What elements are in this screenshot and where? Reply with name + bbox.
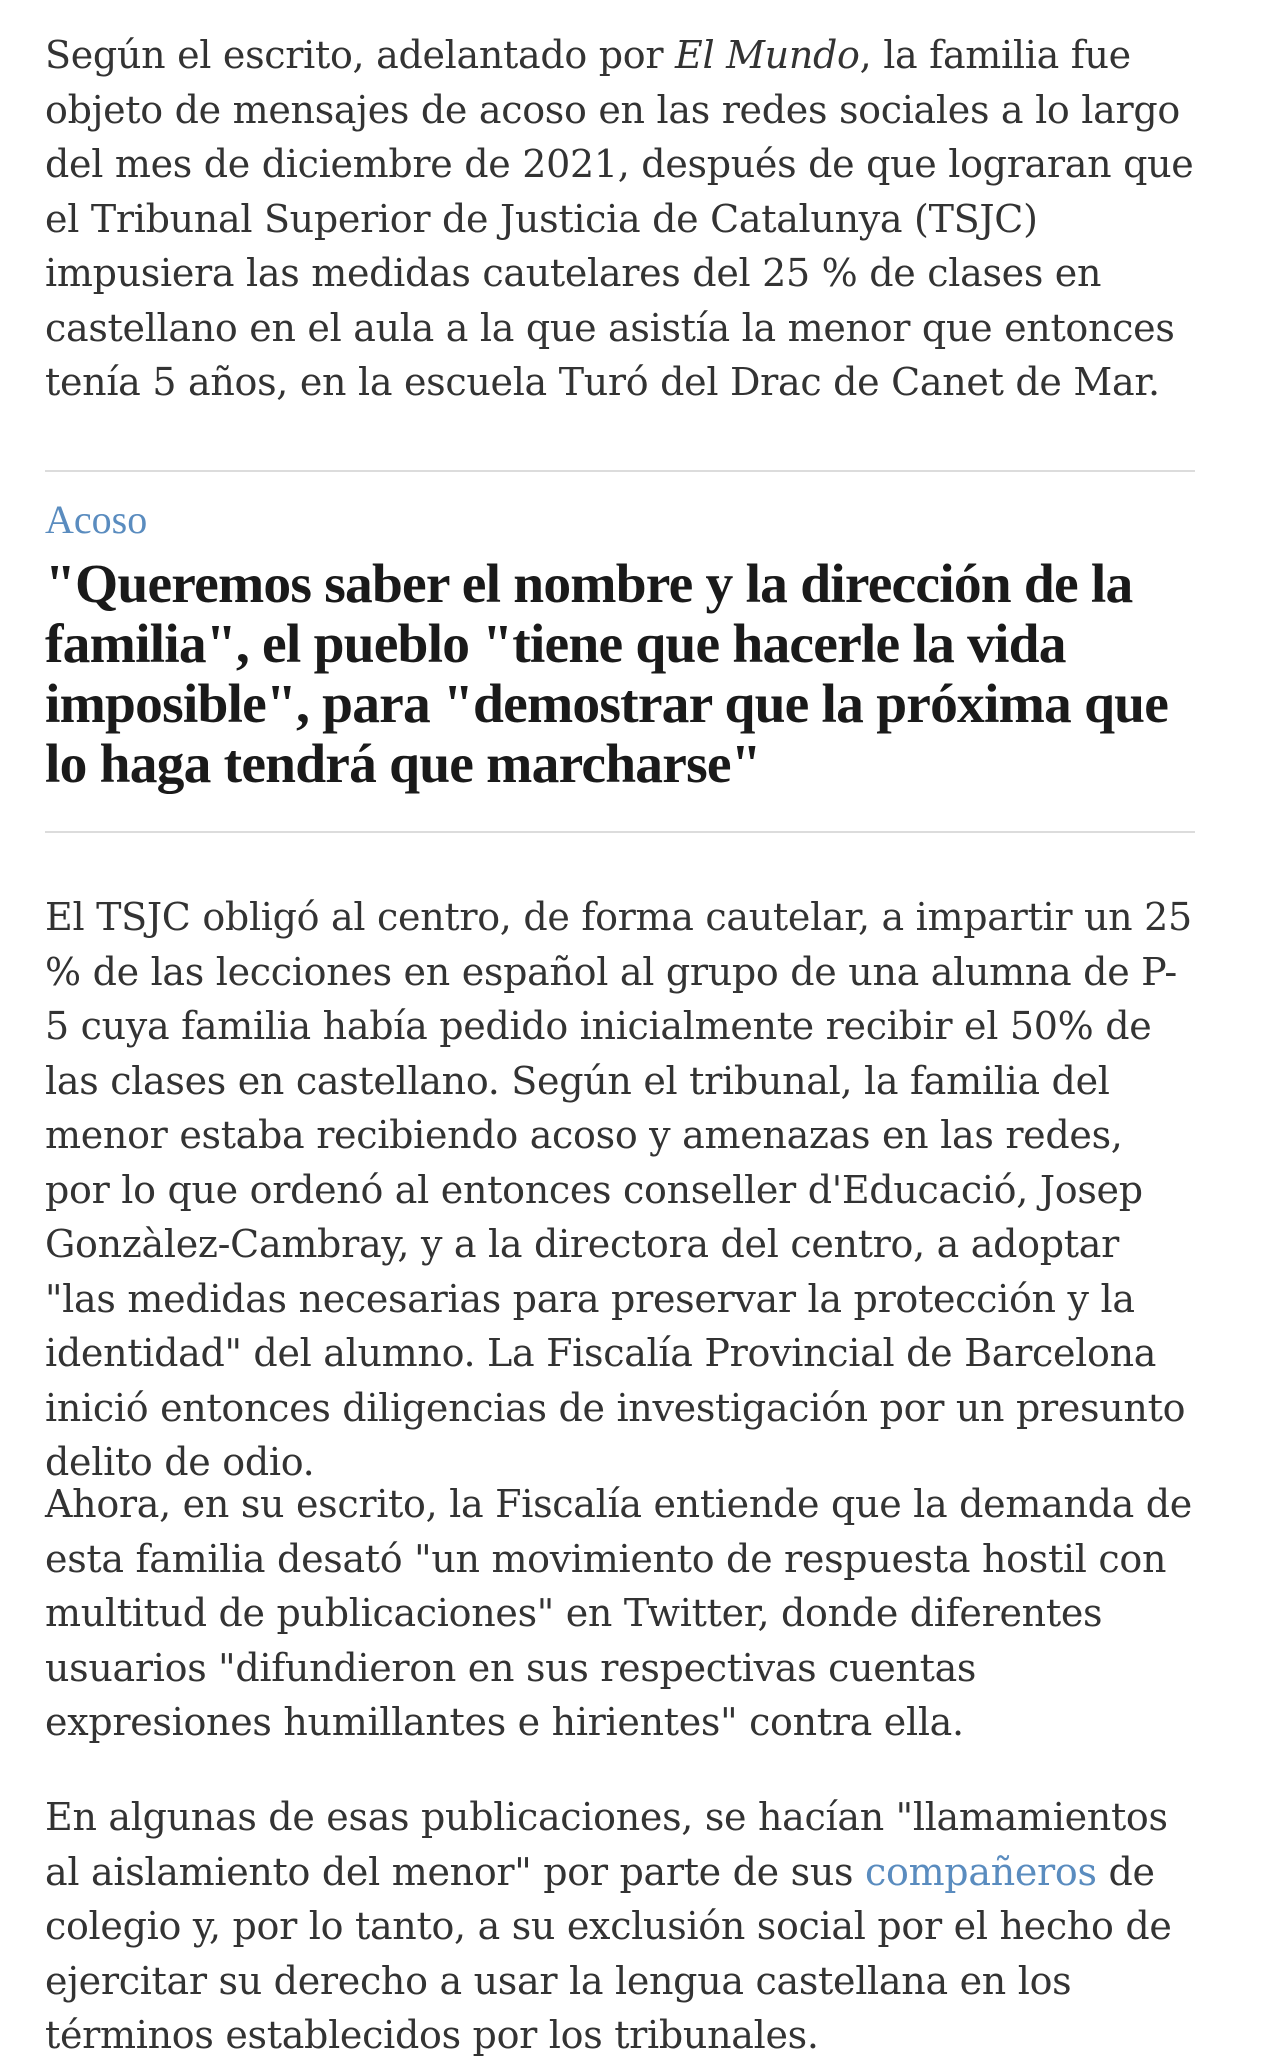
related-divider-top [45,470,1195,472]
related-divider-bottom [45,831,1195,833]
related-headline-link[interactable]: "Queremos saber el nombre y la dirección de la familia", el pueblo "tiene que hacerle la vida imposible", para "demostrar que la próxima que lo haga tendrá que marcharse" [45,554,1169,795]
paragraph-intro [45,28,1195,410]
paragraph-intro-text-a: Según el escrito, adelantado por [45,33,675,77]
paragraph-tsjc: El TSJC obligó al centro, de forma cautelar, a impartir un 25 % de las lecciones en español al grupo de una alumna de P-5 cuya familia había pedido inicialmente recibir el 50% de las clases en castellano. Según el tribunal, la familia del menor estaba recibiendo acoso y amenazas en las redes, por lo que ordenó al entonces conseller d'Educació, Josep Gonzàlez-Cambray, y a la directora del centro, a adoptar "las medidas necesarias para preservar la protección y la identidad" del alumno. La Fiscalía Provincial de Barcelona inició entonces diligencias de investigación por un presunto delito de odio. [45,895,1192,1484]
companeros-link[interactable]: compañeros [865,1849,1097,1894]
paragraph-fiscalia: Ahora, en su escrito, la Fiscalía entiende que la demanda de esta familia desató "un movimiento de respuesta hostil con multitud de publicaciones" en Twitter, donde diferentes usuarios "difundieron en sus respectivas cuentas expresiones humillantes e hirientes" contra ella. [45,1482,1192,1744]
paragraph-publicaciones-text-b: de colegio y, por lo tanto, a su exclusión social por el hecho de ejercitar su derecho a usar la lengua castellana en los términos establecidos por los tribunales. [45,1849,1172,2057]
paragraph-intro-text-b: , la familia fue objeto de mensajes de acoso en las redes sociales a lo largo del mes de diciembre de 2021, después de que lograran que el Tribunal Superior de Justicia de Catalunya (TSJC) impusiera las medidas cautelares del 25 % de clases en castellano en el aula a la que asistía la menor que entonces tenía 5 años, en la escuela Turó del Drac de Canet de Mar. [45,33,1194,404]
paragraph-publicaciones [45,1790,1195,2063]
paragraph-publicaciones-text-a: En algunas de esas publicaciones, se hacían "llamamientos al aislamiento del menor" por parte de sus [45,1795,1168,1894]
related-kicker[interactable]: Acoso [45,497,148,542]
newspaper-name: El Mundo [675,33,860,77]
